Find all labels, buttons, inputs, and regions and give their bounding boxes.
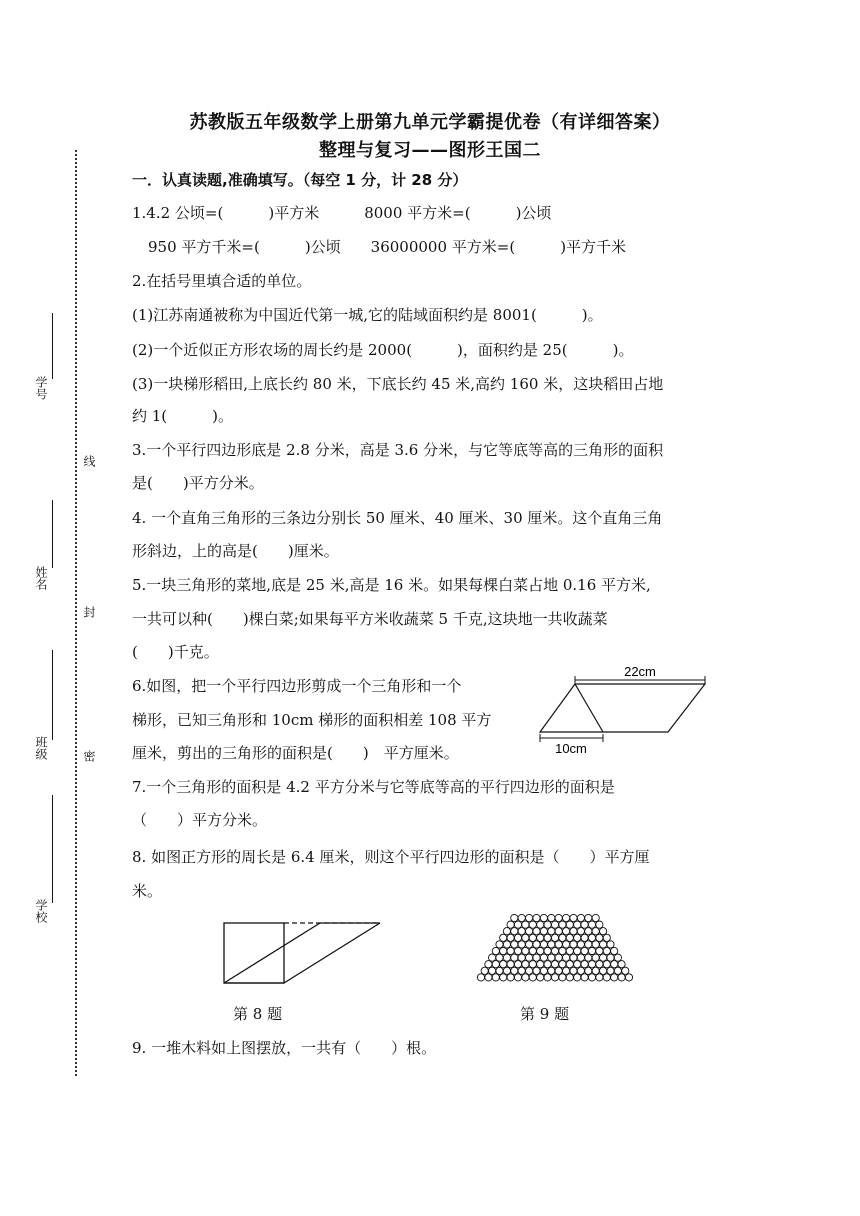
log-circle [529,921,536,928]
log-circle [507,921,514,928]
name-label: 姓名 [34,566,48,590]
question-9: 9. 一堆木料如上图摆放，一共有（ ）根。 [132,1039,437,1057]
log-circle [537,934,544,941]
log-circle [507,947,514,954]
log-circle [585,914,592,921]
log-circle [544,974,551,981]
log-circle [551,934,558,941]
log-circle [503,941,510,948]
log-circle [507,974,514,981]
log-circle [540,954,547,961]
log-circle [529,974,536,981]
log-circle [600,941,607,948]
log-circle [592,941,599,948]
log-circle [514,961,521,968]
question-2-3-line-1: (3)一块梯形稻田,上底长约 80 米，下底长约 45 米,高约 160 米，这块稻田占地 [132,375,664,393]
log-circle [507,934,514,941]
binding-dotted-line [75,150,77,1076]
log-circle [511,967,518,974]
log-circle [514,921,521,928]
log-circle [551,921,558,928]
log-circle [588,921,595,928]
log-circle [574,921,581,928]
log-circle [585,954,592,961]
log-circle [566,974,573,981]
log-circle [574,934,581,941]
log-circle [577,928,584,935]
log-circle [555,928,562,935]
log-circle [544,921,551,928]
log-circle [581,921,588,928]
log-circle [555,914,562,921]
figure-8-caption: 第 8 题 [233,1005,283,1023]
log-circle [514,934,521,941]
log-circle [607,967,614,974]
log-circle [492,947,499,954]
log-circle [570,954,577,961]
log-circle [611,947,618,954]
student-id-label: 学号 [34,376,48,400]
log-circle [563,914,570,921]
log-circle [537,921,544,928]
margin-marker-xian: 线 [82,455,96,467]
school-label: 学校 [34,899,48,923]
log-circle [540,928,547,935]
log-circle [544,947,551,954]
fig6-top-label: 22cm [624,664,656,679]
log-circle [596,947,603,954]
log-circle [600,954,607,961]
log-circle [540,941,547,948]
question-3-line-1: 3.一个平行四边形底是 2.8 分米，高是 3.6 分米，与它等底等高的三角形的面积 [132,441,664,459]
log-circle [526,941,533,948]
log-circle [529,961,536,968]
log-circle [563,941,570,948]
log-circle [533,941,540,948]
log-circle [537,974,544,981]
log-circle [563,954,570,961]
fig6-bottom-label: 10cm [555,741,587,756]
figure-9-log-pile [460,912,650,988]
log-circle [533,954,540,961]
log-circle [522,934,529,941]
log-circle [611,961,618,968]
log-circle [489,967,496,974]
cut-line [575,684,603,732]
question-6-line-3: 厘米，剪出的三角形的面积是( ) 平方厘米。 [132,744,459,762]
log-circle [522,974,529,981]
question-5-line-2: 一共可以种( )棵白菜;如果每平方米收蔬菜 5 千克,这块地一共收蔬菜 [132,610,608,628]
log-circle [592,967,599,974]
log-circle [500,961,507,968]
log-circle [551,974,558,981]
question-2-1: (1)江苏南通被称为中国近代第一城,它的陆域面积约是 8001( )。 [132,306,603,324]
log-circle [555,954,562,961]
log-circle [548,941,555,948]
log-circle [477,974,484,981]
log-circle [526,914,533,921]
log-circle [577,954,584,961]
question-1-line-1: 1.4.2 公顷=( )平方米 8000 平方米=( )公顷 [132,204,552,222]
log-circle [522,921,529,928]
log-circle [566,947,573,954]
log-circle [581,974,588,981]
log-circle [570,941,577,948]
log-circle [522,947,529,954]
log-circle [614,954,621,961]
log-circle [596,961,603,968]
question-8-line-1: 8. 如图正方形的周长是 6.4 厘米，则这个平行四边形的面积是（ ）平方厘 [132,848,650,866]
log-circle [592,954,599,961]
parallelogram-right-side [284,923,380,983]
log-circle [544,934,551,941]
log-circle [533,967,540,974]
log-circle [596,921,603,928]
log-circle [592,914,599,921]
log-circle [566,921,573,928]
log-circle [581,934,588,941]
log-circle [596,974,603,981]
log-circle [563,928,570,935]
question-5-line-1: 5.一块三角形的菜地,底是 25 米,高是 16 米。如果每棵白菜占地 0.16 平方米, [132,576,651,594]
question-5-line-3: ( )千克。 [132,643,219,661]
question-2-3-line-2: 约 1( )。 [132,407,234,425]
log-circle [588,974,595,981]
log-circle [622,967,629,974]
log-circle [566,934,573,941]
log-circle [559,934,566,941]
question-6-line-1: 6.如图，把一个平行四边形剪成一个三角形和一个 [132,677,462,695]
log-circle [574,974,581,981]
log-circle [603,947,610,954]
log-circle [570,928,577,935]
log-circle [555,941,562,948]
log-circle [559,947,566,954]
log-circle [503,954,510,961]
log-circle [581,961,588,968]
log-circle [555,967,562,974]
log-circle [511,941,518,948]
page-title: 苏教版五年级数学上册第九单元学霸提优卷（有详细答案） [189,112,671,133]
parallelogram-outline [540,684,705,732]
question-8-line-2: 米。 [132,882,163,900]
log-circle [607,941,614,948]
log-circle [518,954,525,961]
log-circle [563,967,570,974]
log-circle [518,941,525,948]
log-circle [514,974,521,981]
log-circle [585,967,592,974]
log-circle [603,934,610,941]
figure-8-square-parallelogram [218,915,388,990]
log-circle [559,961,566,968]
log-circle [570,914,577,921]
log-circle [537,961,544,968]
log-circle [481,967,488,974]
log-circle [507,961,514,968]
figure-6-parallelogram [535,662,715,762]
log-circle [559,974,566,981]
log-circle [625,974,632,981]
log-circle [503,967,510,974]
log-circle [588,947,595,954]
log-circle [522,961,529,968]
log-circle [588,934,595,941]
log-circle [548,954,555,961]
log-circle [496,941,503,948]
log-circle [596,934,603,941]
log-circle [574,961,581,968]
log-circle [503,928,510,935]
figure-9-caption: 第 9 题 [520,1005,570,1023]
student-id-blank [52,313,53,379]
log-circle [514,947,521,954]
log-circle [603,974,610,981]
log-circle [518,914,525,921]
question-2-2: (2)一个近似正方形农场的周长约是 2000( )，面积约是 25( )。 [132,341,634,359]
log-circle [492,974,499,981]
log-circle [548,967,555,974]
name-blank [52,500,53,568]
log-circle [485,961,492,968]
log-circle [577,914,584,921]
question-1-line-2: 950 平方千米=( )公顷 36000000 平方米=( )平方千米 [148,238,627,256]
log-circle [577,967,584,974]
log-circle [540,914,547,921]
log-circle [585,941,592,948]
class-blank [52,650,53,740]
log-circle [585,928,592,935]
question-7-line-1: 7.一个三角形的面积是 4.2 平方分米与它等底等高的平行四边形的面积是 [132,778,615,796]
log-circle [526,967,533,974]
log-circle [511,928,518,935]
log-circle [518,967,525,974]
question-4-line-1: 4. 一个直角三角形的三条边分别长 50 厘米、40 厘米、30 厘米。这个直角三角 [132,509,663,527]
log-circle [574,947,581,954]
log-circle [618,961,625,968]
log-circle [607,954,614,961]
log-circle [500,947,507,954]
log-circle [581,947,588,954]
log-circle [551,947,558,954]
log-circle [518,928,525,935]
log-circle [600,967,607,974]
log-circle [511,954,518,961]
log-circle [548,928,555,935]
log-circle [529,934,536,941]
log-circle [496,967,503,974]
log-circle [548,914,555,921]
section-heading: 一．认真读题,准确填写。（每空 1 分，计 28 分） [132,171,468,189]
log-circle [540,967,547,974]
log-circle [592,928,599,935]
log-circle [603,961,610,968]
log-circle [614,967,621,974]
log-circle [566,961,573,968]
log-circle [489,954,496,961]
parallelogram-left-side [224,923,320,983]
margin-marker-mi: 密 [82,750,96,762]
school-blank [52,795,53,903]
question-3-line-2: 是( )平方分米。 [132,474,264,492]
log-circle [559,921,566,928]
log-circle [577,941,584,948]
question-6-line-2: 梯形，已知三角形和 10cm 梯形的面积相差 108 平方 [132,711,492,729]
question-4-line-2: 形斜边，上的高是( )厘米。 [132,542,339,560]
log-circle [500,934,507,941]
log-circle [618,974,625,981]
log-circle [496,954,503,961]
log-circle [537,947,544,954]
class-label: 班级 [34,736,48,760]
log-circle [533,928,540,935]
log-circle [588,961,595,968]
log-circle [529,947,536,954]
log-circle [551,961,558,968]
page-subtitle: 整理与复习——图形王国二 [319,140,541,161]
log-circle [611,974,618,981]
log-circle [485,974,492,981]
margin-marker-feng: 封 [82,606,96,618]
log-circle [511,914,518,921]
question-2: 2.在括号里填合适的单位。 [132,272,312,290]
log-circle [526,954,533,961]
question-7-line-2: （ ）平方分米。 [132,811,268,829]
log-circle [492,961,499,968]
log-circle [533,914,540,921]
log-circle [526,928,533,935]
log-circle [600,928,607,935]
log-circle [570,967,577,974]
log-circle [500,974,507,981]
square-outline [224,923,284,983]
log-circle [544,961,551,968]
